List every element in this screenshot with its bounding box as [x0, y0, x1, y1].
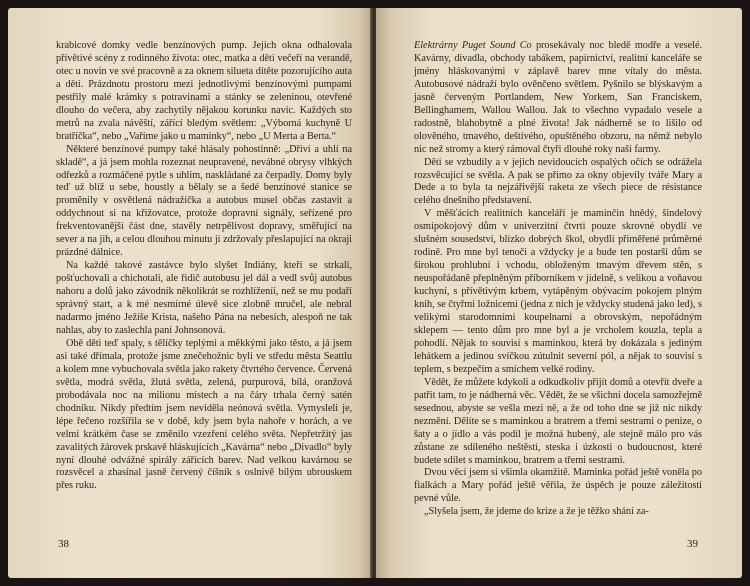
paragraph-text: prosekávaly noc bledě modře a veselé. Kavárny, divadla, obchody tabákem, papírnictví, realitní kanceláře se jmény hláskovanými v záplavě barev mne vítaly do města. Autobusové nádraží bylo ověnčeno světlem. Pyšnilo se blýskavým a jasně červeným Portlandem, New Yorkem, San Franciskem, Bellinghamem, Wallou Wallou. Jak to všechno vypadalo vesele a radostně, blahobytně a plné života! Jak nádherně se to lišilo od olověného, tmavého, deštivého, opuštěného obzoru, na němž nebylo nic než stromy a který rámoval čtyři dlouhé roky naší farmy. [414, 40, 702, 155]
paragraph: Na každé takové zastávce bylo slyšet Indiány, kteří se strkali, pošťuchovali a chichotali, ale řidič autobusu jel dál a vedl svůj autobus nahoru a dolů jako závodník několikrát se rozhlíženíí, než se mu podaří správný start, a k mé nesmírné úlevě sice zlobně mručel, ale nebral nadarmo jméno Ježíše Krista, našeho Pána na nebesích, alespoň ne tak nahlas, aby to zaslechla paní Johnsonová. [56, 260, 352, 336]
paragraph-text: V měšťácích realitních kanceláří je maminčin hnědý, šindelový osmipokojový dům v univerzitní čtvrti pouze skrovné obydlí ve slušném sousedství, blízko dobrých škol, obydlí přiměřené průměrné rodině. Pro mne byl tenoči a vždycky je a bude ten postarší dům se širokou prohlubní i vchodu, obloženým tmavým dřevem stěn, s neuspořádaně přeplněným příborníkem v jídelně, s velikou a voňavou kuchyní, s přívětivým krbem, vytápěným obývacím pokojem plným knih, se čtyřmi ložnicemi (jedna z nich je vždycky studená jako led), s velikými starodomními koupelnami a obrovským, nepořádným sklepem — tento dům pro mne byl a je vrcholem kouzla, tepla a pohodlí. Nějak to souvisí s maminkou, která by dokázala s jediným lehátkem a jedinou svíčkou zútulnit severní pól, a nějak to souvisí s teplem, s bezpečím a smíchem velké rodiny. [414, 208, 702, 375]
right-page [376, 8, 742, 578]
left-page [8, 8, 372, 578]
right-page-text [414, 40, 702, 519]
paragraph: Některé benzínové pumpy také hlásaly pohostinně: „Dříví a uhlí na skladě“, a já jsem mohla rozeznat neupravené, nevábné obrysy vlhkých odřezků a rozmáčené pytle s uhlím, naskládané za čerpadly. Domy byly teď už blíž u sebe, houstly a bělaly se a šedé benzínové stanice se proměnily v osvětlená nádražíčka a autobus musel občas zastavit a oddychnout si na křižovatce, protože dopravní signály, seřízené pro frekventovanější část dne, stavěly netrpělivost dopravy, směřující na sever a na jih, a celou dlouhou minutu ji zdržovaly přeslapující na okraji prázdné dálnice. [56, 143, 352, 259]
left-page-text [56, 40, 352, 493]
paragraph [414, 467, 702, 506]
paragraph [414, 157, 702, 209]
paragraph: krabicové domky vedle benzínových pump. Jejich okna odhalovala přívětivé scény z rodinného života: otec, matka a děti večeří na verandě, otec u novin ve své pracovně a za oknem silueta dítěte pozorujícího auta a děti. Prázdnotu prostoru mezi jednotlivými benzínovými pumpami pestřily malé krámky s potravinami a stánky se zeleninou, otevřené dlouho do večera, aby zachytily nějakou korunku navíc. Každých sto metrů na zvala návěští, zářící bledým světlem: „Výborná kuchyně U bratříčka“, nebo „Vaříme jako u maminky“, nebo „U Merta a Berta.“ [56, 40, 352, 142]
paragraph-text: Vědět, že můžete kdykoli a odkudkoliv přijít domů a otevřít dveře a patřit tam, to je nádherná věc. Vědět, že se všichni docela samozřejmě sesednou, abyste se vešla mezi ně, a že od toho dne se již nic nikdy nezmění. Dělíte se s maminkou a bratrem a třemi sestrami o penize, o šaty a o jídlo a vás podíl je možná hubený, ale stejně málo pro vás zůstane ze sdíleného neštěstí, steska i úzkosti o budoucnost, které budete sdílet s maminkou, bratrem a třemi sestrami. [414, 376, 702, 466]
paragraph-text: Děti se vzbudily a v jejich nevidoucích ospalých očích se odrážela rozsvěcující se světla. A pak se přímo za okny objevily tváře Mary a Dede a to byla ta nejzářivější raketa ze všech piece de résistance celého dnešního představení. [414, 156, 702, 207]
paragraph-text: Dvou věcí jsem si všimla okamžitě. Maminka pořád ještě voněla po fialkách a Mary pořád ještě věřila, že úspěch je pouze záležitostí pevné vůle. [414, 467, 702, 505]
paragraph [414, 506, 702, 519]
page-number-left: 38 [58, 538, 69, 550]
paragraph: Obě děti teď spaly, s tělíčky teplými a měkkými jako těsto, a já jsem asi také dřímala, protože jsme znečehožnic byli ve středu města Seattlu a kolem mne vybuchovala světla jako rakety čtvrtého července. Červená světla, modrá světla, žlutá světla, zelená, purpurová, bílá, oranžová probodávala noc na milionu místech a na čáry trhala černý satén chodníku. Nikdy předtím jsem neviděla neónová světla. Vymysleli je, lépe řečeno rozšířila se v době, kdy jsem byla nahoře v horách, a ve velmi krátkém čase se změnilo vzezření celého světa. Nepřetržitý jas zavalitých žárovek prskavě hláskujících „Kavárna“ nebo „Divadlo“ byly nyní dlouhé odvážné spirály zářících barev. Nad velkou kavárnou se rozsvěcel a zhasínal jasně červený číšník s oslnivě bílým ubrouskem přes ruku. [56, 337, 352, 492]
paragraph [414, 40, 702, 157]
page-number-right: 39 [687, 538, 698, 550]
paragraph-text: „Slyšela jsem, že jdeme do krize a že je těžko shání za- [424, 506, 649, 518]
italic-lead: Elektrárny Puget Sound Co [414, 40, 532, 51]
paragraph [414, 208, 702, 376]
paragraph [414, 377, 702, 468]
